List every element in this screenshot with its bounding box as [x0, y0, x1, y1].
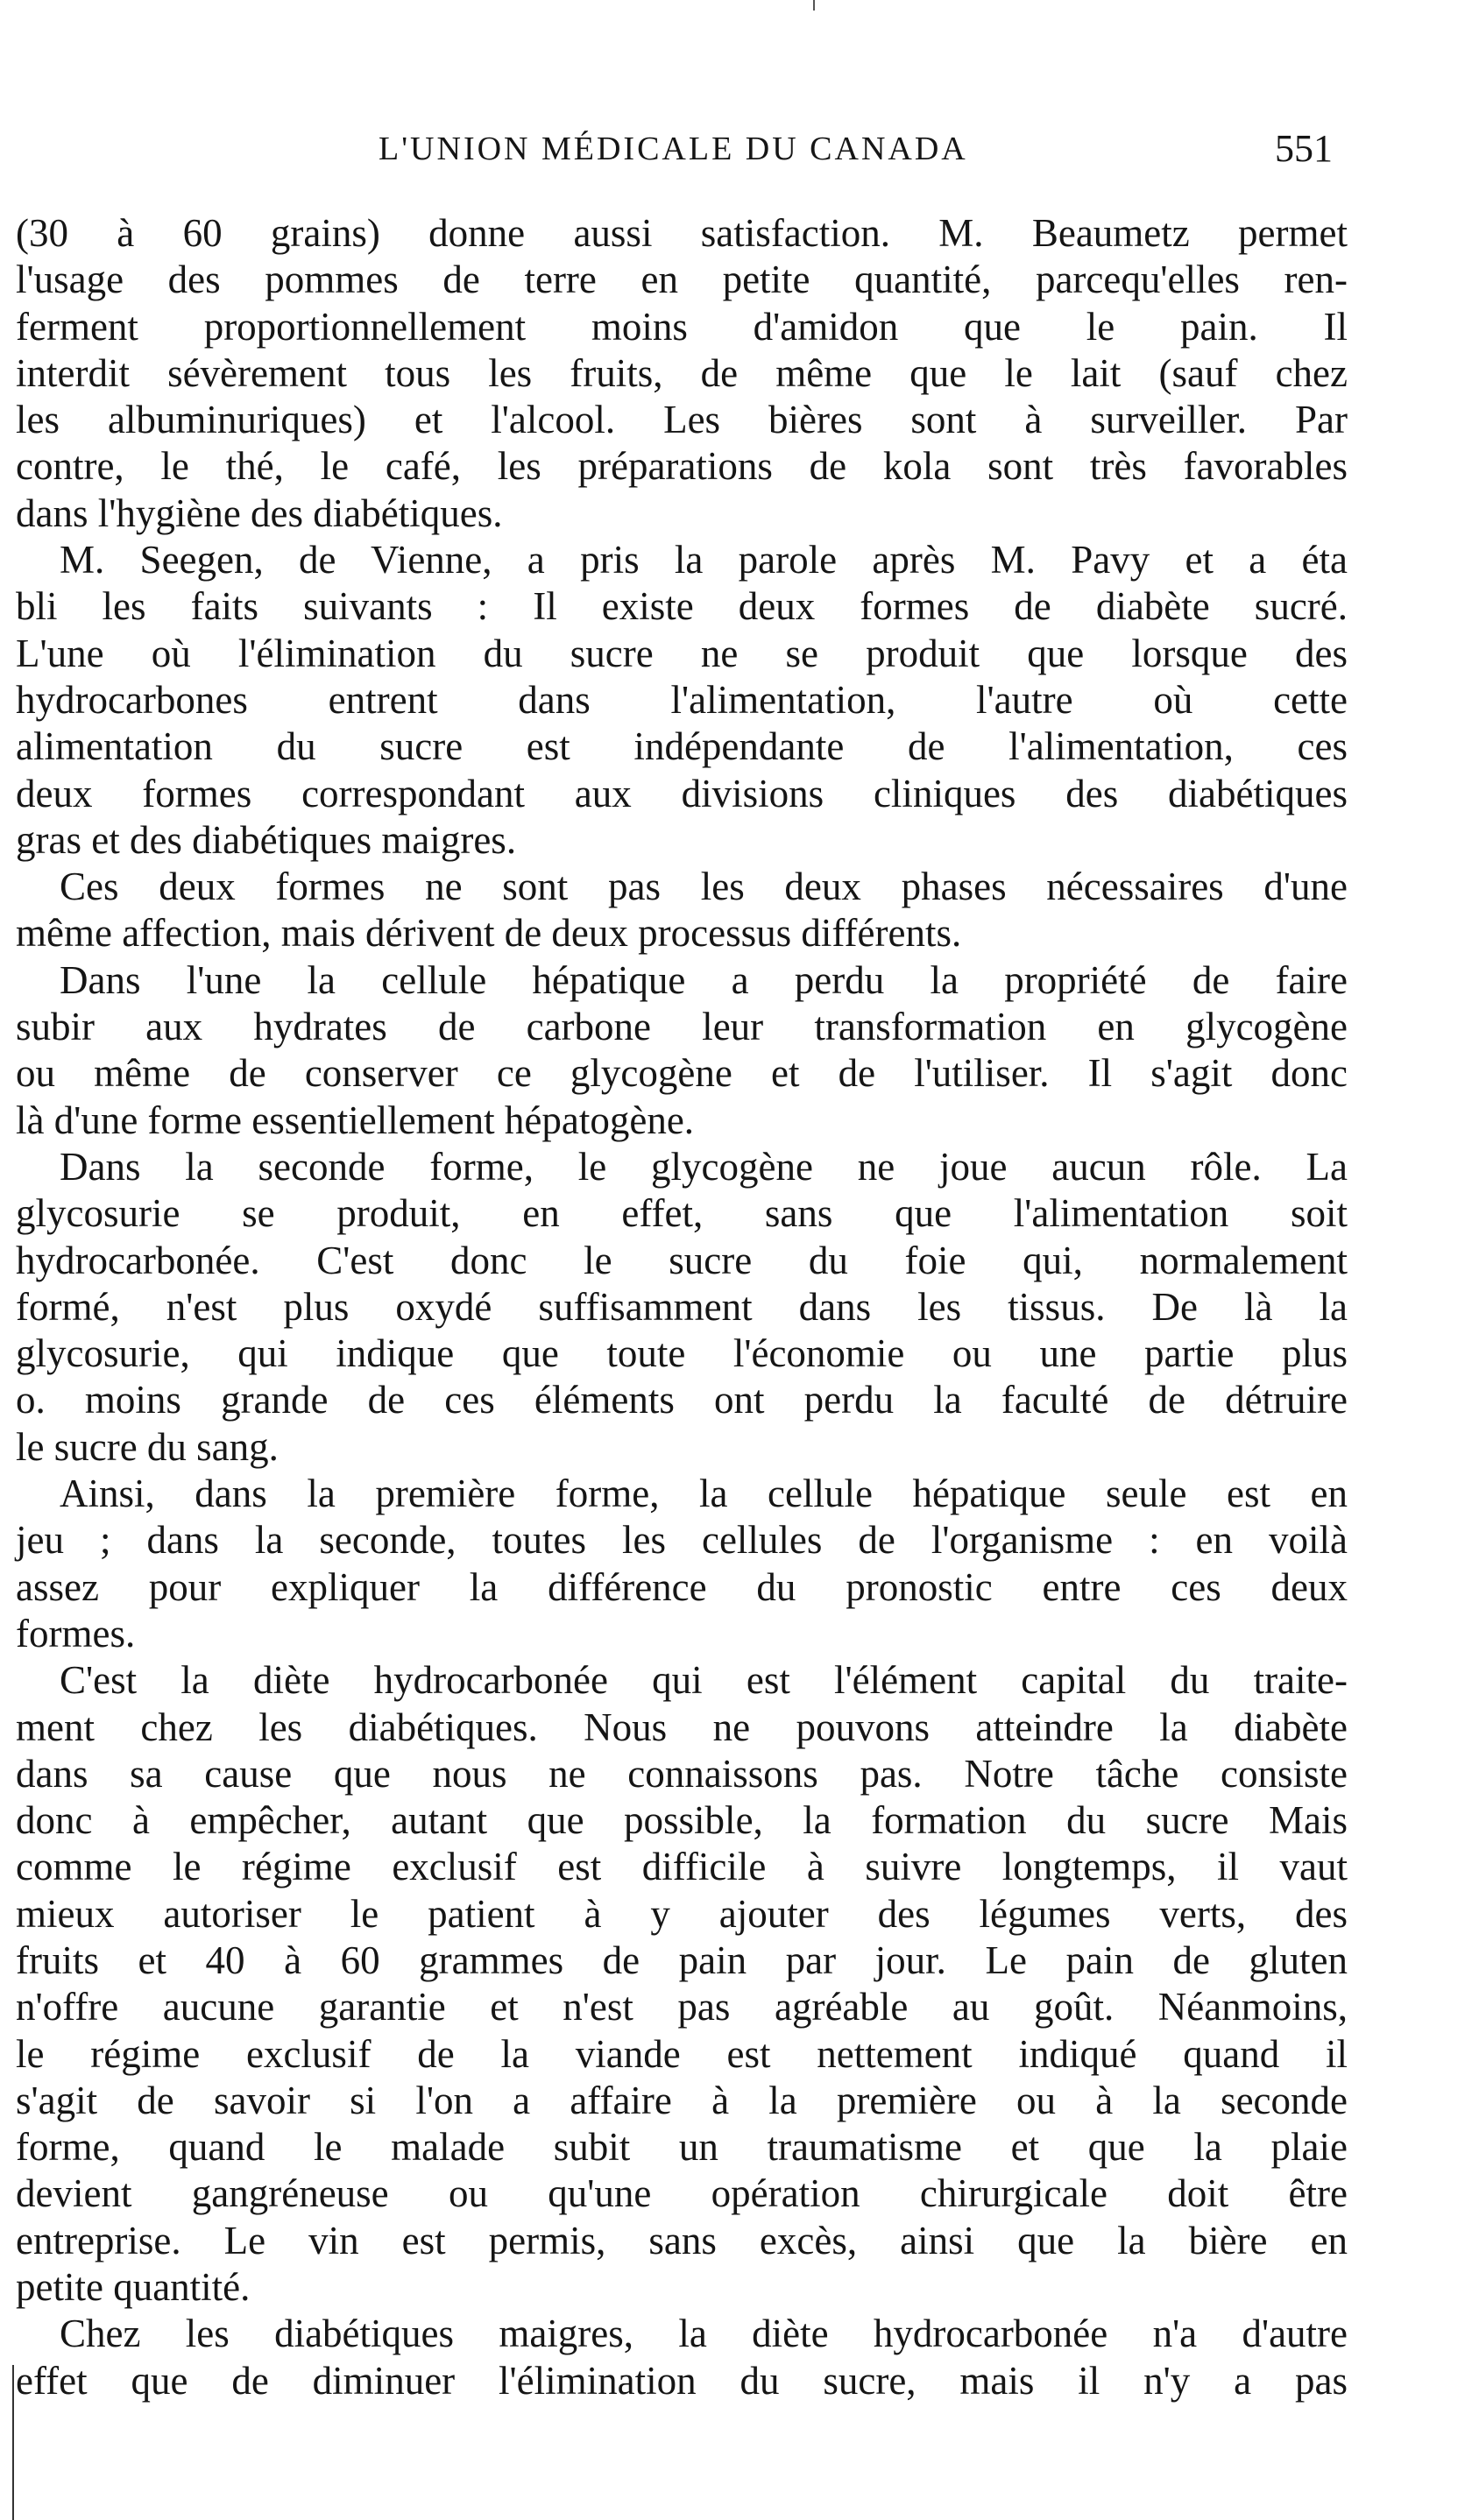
text-line: contre, le thé, le café, les préparations de kola sont très favorables	[16, 444, 1348, 489]
scan-artifact-top	[813, 0, 815, 11]
text-line: le sucre du sang.	[16, 1424, 279, 1469]
text-line: gras et des diabétiques maigres.	[16, 817, 517, 862]
text-line: alimentation du sucre est indépendante de l'alimentation, ces	[16, 724, 1348, 769]
text-line: L'une où l'élimination du sucre ne se produit que lorsque des	[16, 631, 1348, 675]
text-line: petite quantité.	[16, 2265, 251, 2310]
text-line: glycosurie, qui indique que toute l'économie ou une partie plus	[16, 1331, 1348, 1376]
text-line: forme, quand le malade subit un traumatisme et que la plaie	[16, 2125, 1348, 2170]
text-line: ferment proportionnellement moins d'amidon que le pain. Il	[16, 304, 1348, 349]
text-line: dans l'hygiène des diabétiques.	[16, 491, 503, 535]
text-line: l'usage des pommes de terre en petite quantité, parcequ'elles ren-	[16, 258, 1348, 302]
text-line: ment chez les diabétiques. Nous ne pouvons atteindre la diabète	[16, 1705, 1348, 1749]
text-line: (30 à 60 grains) donne aussi satisfaction. M. Beaumetz permet	[16, 211, 1348, 255]
text-line: formé, n'est plus oxydé suffisamment dans les tissus. De là la	[16, 1284, 1348, 1329]
text-line: Ces deux formes ne sont pas les deux phases nécessaires d'une	[60, 865, 1348, 909]
text-line: hydrocarbones entrent dans l'alimentation, l'autre où cette	[16, 677, 1348, 722]
text-line: dans sa cause que nous ne connaissons pas. Notre tâche consiste	[16, 1751, 1348, 1796]
text-line: fruits et 40 à 60 grammes de pain par jour. Le pain de gluten	[16, 1938, 1348, 1982]
body-text	[16, 210, 1348, 2404]
text-line: les albuminuriques) et l'alcool. Les bières sont à surveiller. Par	[16, 398, 1348, 442]
text-line: donc à empêcher, autant que possible, la formation du sucre Mais	[16, 1798, 1348, 1843]
text-line: glycosurie se produit, en effet, sans que l'alimentation soit	[16, 1191, 1348, 1236]
text-line: comme le régime exclusif est difficile à suivre longtemps, il vaut	[16, 1845, 1348, 1889]
text-line: Dans l'une la cellule hépatique a perdu la propriété de faire	[60, 957, 1348, 1002]
text-line: bli les faits suivants : Il existe deux formes de diabète sucré.	[16, 584, 1348, 629]
text-line: deux formes correspondant aux divisions cliniques des diabétiques	[16, 771, 1348, 815]
text-line: o. moins grande de ces éléments ont perdu la faculté de détruire	[16, 1378, 1348, 1422]
text-line: devient gangréneuse ou qu'une opération chirurgicale doit être	[16, 2171, 1348, 2216]
running-title: L'UNION MÉDICALE DU CANADA	[379, 131, 968, 167]
text-line: mieux autoriser le patient à y ajouter des légumes verts, des	[16, 1891, 1348, 1936]
text-line: là d'une forme essentiellement hépatogène.	[16, 1098, 695, 1142]
text-line: assez pour expliquer la différence du pronostic entre ces deux	[16, 1564, 1348, 1609]
text-line: M. Seegen, de Vienne, a pris la parole après M. Pavy et a éta	[60, 538, 1348, 582]
text-line: Dans la seconde forme, le glycogène ne joue aucun rôle. La	[60, 1144, 1348, 1189]
page-header	[0, 123, 1479, 175]
text-line: jeu ; dans la seconde, toutes les cellules de l'organisme : en voilà	[16, 1518, 1348, 1563]
scan-artifact-left	[12, 2365, 14, 2520]
text-line: entreprise. Le vin est permis, sans excès, ainsi que la bière en	[16, 2218, 1348, 2262]
text-line: ou même de conserver ce glycogène et de l'utiliser. Il s'agit donc	[16, 1051, 1348, 1096]
text-line: n'offre aucune garantie et n'est pas agréable au goût. Néanmoins,	[16, 1985, 1348, 2029]
text-line: subir aux hydrates de carbone leur transformation en glycogène	[16, 1005, 1348, 1049]
text-line: effet que de diminuer l'élimination du sucre, mais il n'y a pas	[16, 2358, 1348, 2403]
text-line: même affection, mais dérivent de deux processus différents.	[16, 911, 962, 956]
text-line: interdit sévèrement tous les fruits, de même que le lait (sauf chez	[16, 350, 1348, 395]
text-line: Ainsi, dans la première forme, la cellule hépatique seule est en	[60, 1472, 1348, 1516]
text-line: s'agit de savoir si l'on a affaire à la première ou à la seconde	[16, 2078, 1348, 2122]
text-line: Chez les diabétiques maigres, la diète hydrocarbonée n'a d'autre	[60, 2312, 1348, 2356]
page-number: 551	[1275, 127, 1333, 170]
text-line: le régime exclusif de la viande est nettement indiqué quand il	[16, 2031, 1348, 2076]
text-line: formes.	[16, 1611, 136, 1655]
text-line: C'est la diète hydrocarbonée qui est l'élément capital du traite-	[60, 1658, 1348, 1703]
text-line: hydrocarbonée. C'est donc le sucre du foie qui, normalement	[16, 1238, 1348, 1282]
